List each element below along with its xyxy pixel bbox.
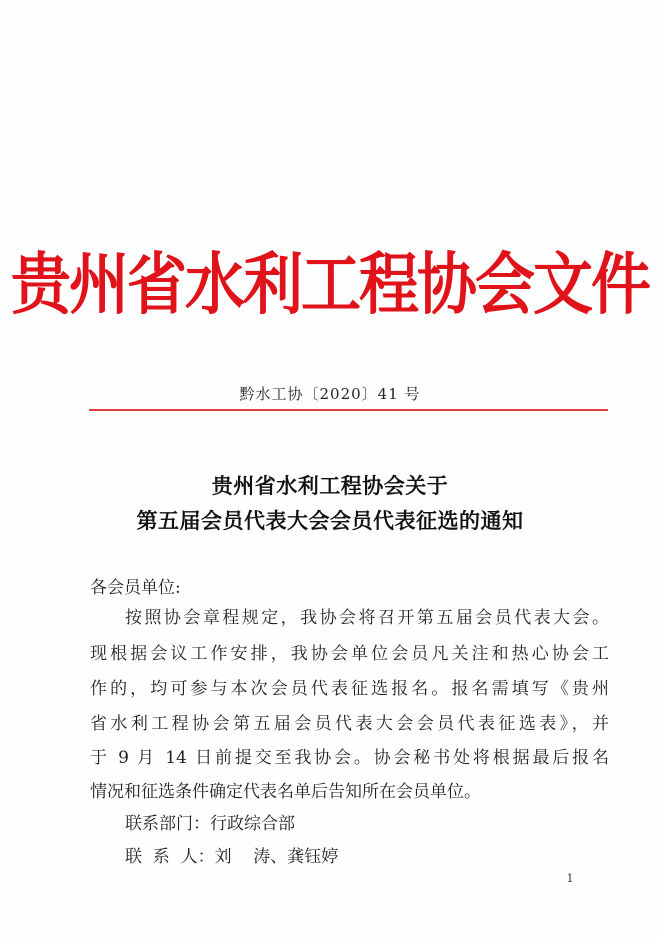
body-paragraph-line: 按照协会章程规定，我协会将召开第五届会员代表大会。 (125, 608, 609, 628)
body-paragraph-line: 情况和征选条件确定代表名单后告知所在会员单位。 (90, 782, 481, 802)
body-paragraph-line: 于 9 月 14 日前提交至我协会。协会秘书处将根据最后报名 (90, 748, 609, 768)
notice-title-line-2: 第五届会员代表大会会员代表征选的通知 (136, 508, 524, 533)
notice-title-line-1: 贵州省水利工程协会关于 (211, 473, 449, 498)
contact-person: 联 系 人：刘 涛、龚钰婷 (125, 847, 339, 867)
document-number: 黔水工协〔2020〕41 号 (239, 385, 421, 403)
body-paragraph-line: 现根据会议工作安排，我协会单位会员凡关注和热心协会工 (90, 644, 609, 664)
body-paragraph-line: 省水利工程协会第五届会员代表大会会员代表征选表》，并 (90, 714, 609, 734)
org-header-title: 贵州省水利工程协会文件 (11, 245, 649, 325)
contact-department: 联系部门：行政综合部 (125, 814, 295, 834)
page-number: 1 (566, 872, 574, 885)
header-divider (89, 409, 608, 411)
addressee: 各会员单位: (90, 578, 181, 598)
body-paragraph-line: 作的，均可参与本次会员代表征选报名。报名需填写《贵州 (90, 679, 609, 699)
